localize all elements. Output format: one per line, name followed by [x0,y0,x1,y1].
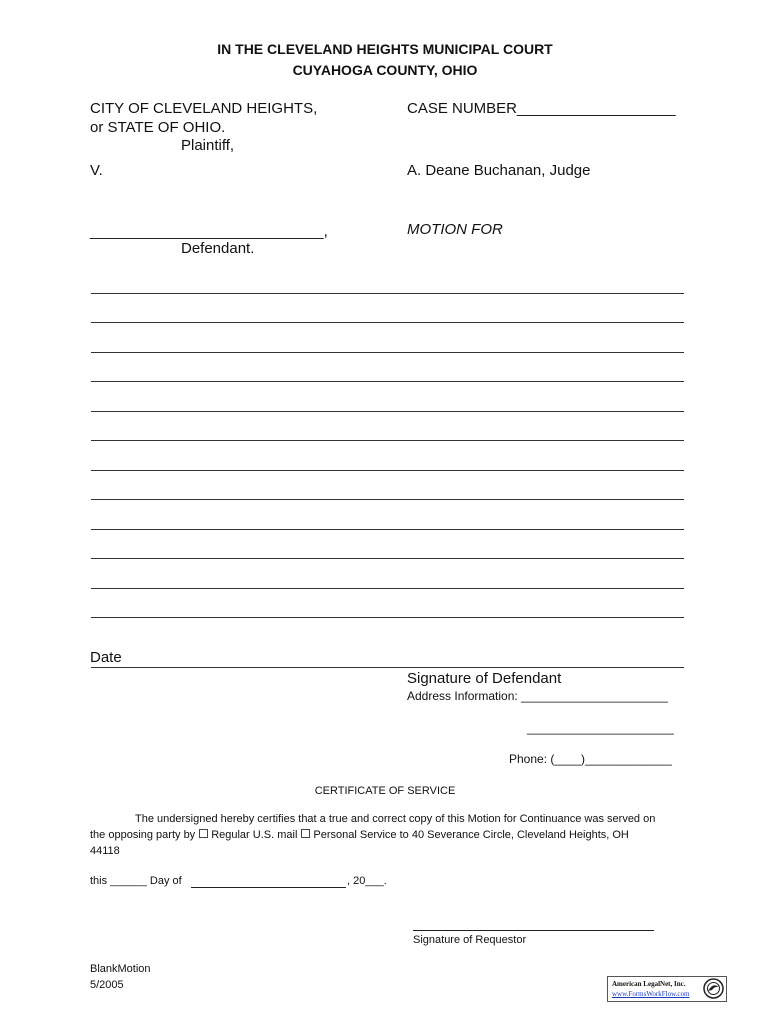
certificate-text-prefix: the opposing party by [90,829,196,841]
certificate-text-line-3: 44118 [90,845,120,857]
form-name: BlankMotion [90,963,151,975]
motion-text-line[interactable] [91,352,684,353]
american-legalnet-logo-icon [703,978,724,999]
signature-of-defendant-label: Signature of Defendant [407,670,562,687]
phone-field[interactable]: Phone: (____)_____________ [509,752,672,766]
plaintiff-label: Plaintiff, [181,137,235,154]
address-field[interactable]: Address Information: ______________________ [407,689,668,703]
certificate-text-line-2 [90,829,629,841]
defendant-name-field[interactable]: ____________________________, [90,223,328,240]
motion-text-line[interactable] [91,499,684,500]
motion-text-line[interactable] [91,322,684,323]
certificate-title: CERTIFICATE OF SERVICE [314,785,456,797]
motion-text-line[interactable] [91,470,684,471]
service-month-line[interactable] [191,887,346,888]
publisher-name: American LegalNet, Inc. [612,980,686,988]
date-signature-line[interactable] [91,667,684,668]
requestor-signature-line[interactable] [413,930,654,931]
publisher-logo [607,976,727,1002]
county-name: CUYAHOGA COUNTY, OHIO [292,62,478,78]
motion-text-line[interactable] [91,411,684,412]
motion-text-line[interactable] [91,558,684,559]
plaintiff-line-1: CITY OF CLEVELAND HEIGHTS, [90,100,318,117]
address-field-line-2[interactable]: ______________________ [527,721,674,735]
signature-of-requestor-label: Signature of Requestor [413,934,527,946]
plaintiff-line-2: or STATE OF OHIO. [90,119,226,136]
defendant-label: Defendant. [181,240,255,257]
versus-label: V. [90,162,103,179]
motion-text-line[interactable] [91,529,684,530]
court-name: IN THE CLEVELAND HEIGHTS MUNICIPAL COURT [217,41,553,57]
date-label: Date [90,649,122,666]
regular-mail-checkbox[interactable] [199,829,208,838]
service-day-field[interactable]: this ______ Day of [90,875,182,887]
motion-text-line[interactable] [91,440,684,441]
form-date: 5/2005 [90,979,124,991]
motion-text-line[interactable] [91,617,684,618]
personal-service-label: Personal Service to 40 Severance Circle, Cleveland Heights, OH [313,829,629,841]
certificate-text-line-1: The undersigned hereby certifies that a true and correct copy of this Motion for Continuance was served on [135,813,656,825]
motion-text-line[interactable] [91,381,684,382]
motion-title: MOTION FOR [407,221,503,238]
regular-mail-label: Regular U.S. mail [211,829,298,841]
publisher-url[interactable]: www.FormsWorkFlow.com [612,990,690,998]
case-number-field[interactable]: CASE NUMBER___________________ [407,100,676,117]
motion-text-line[interactable] [91,588,684,589]
motion-text-line[interactable] [91,293,684,294]
judge-name: A. Deane Buchanan, Judge [407,162,591,179]
personal-service-checkbox[interactable] [301,829,310,838]
service-year-field[interactable]: , 20___. [347,875,387,887]
